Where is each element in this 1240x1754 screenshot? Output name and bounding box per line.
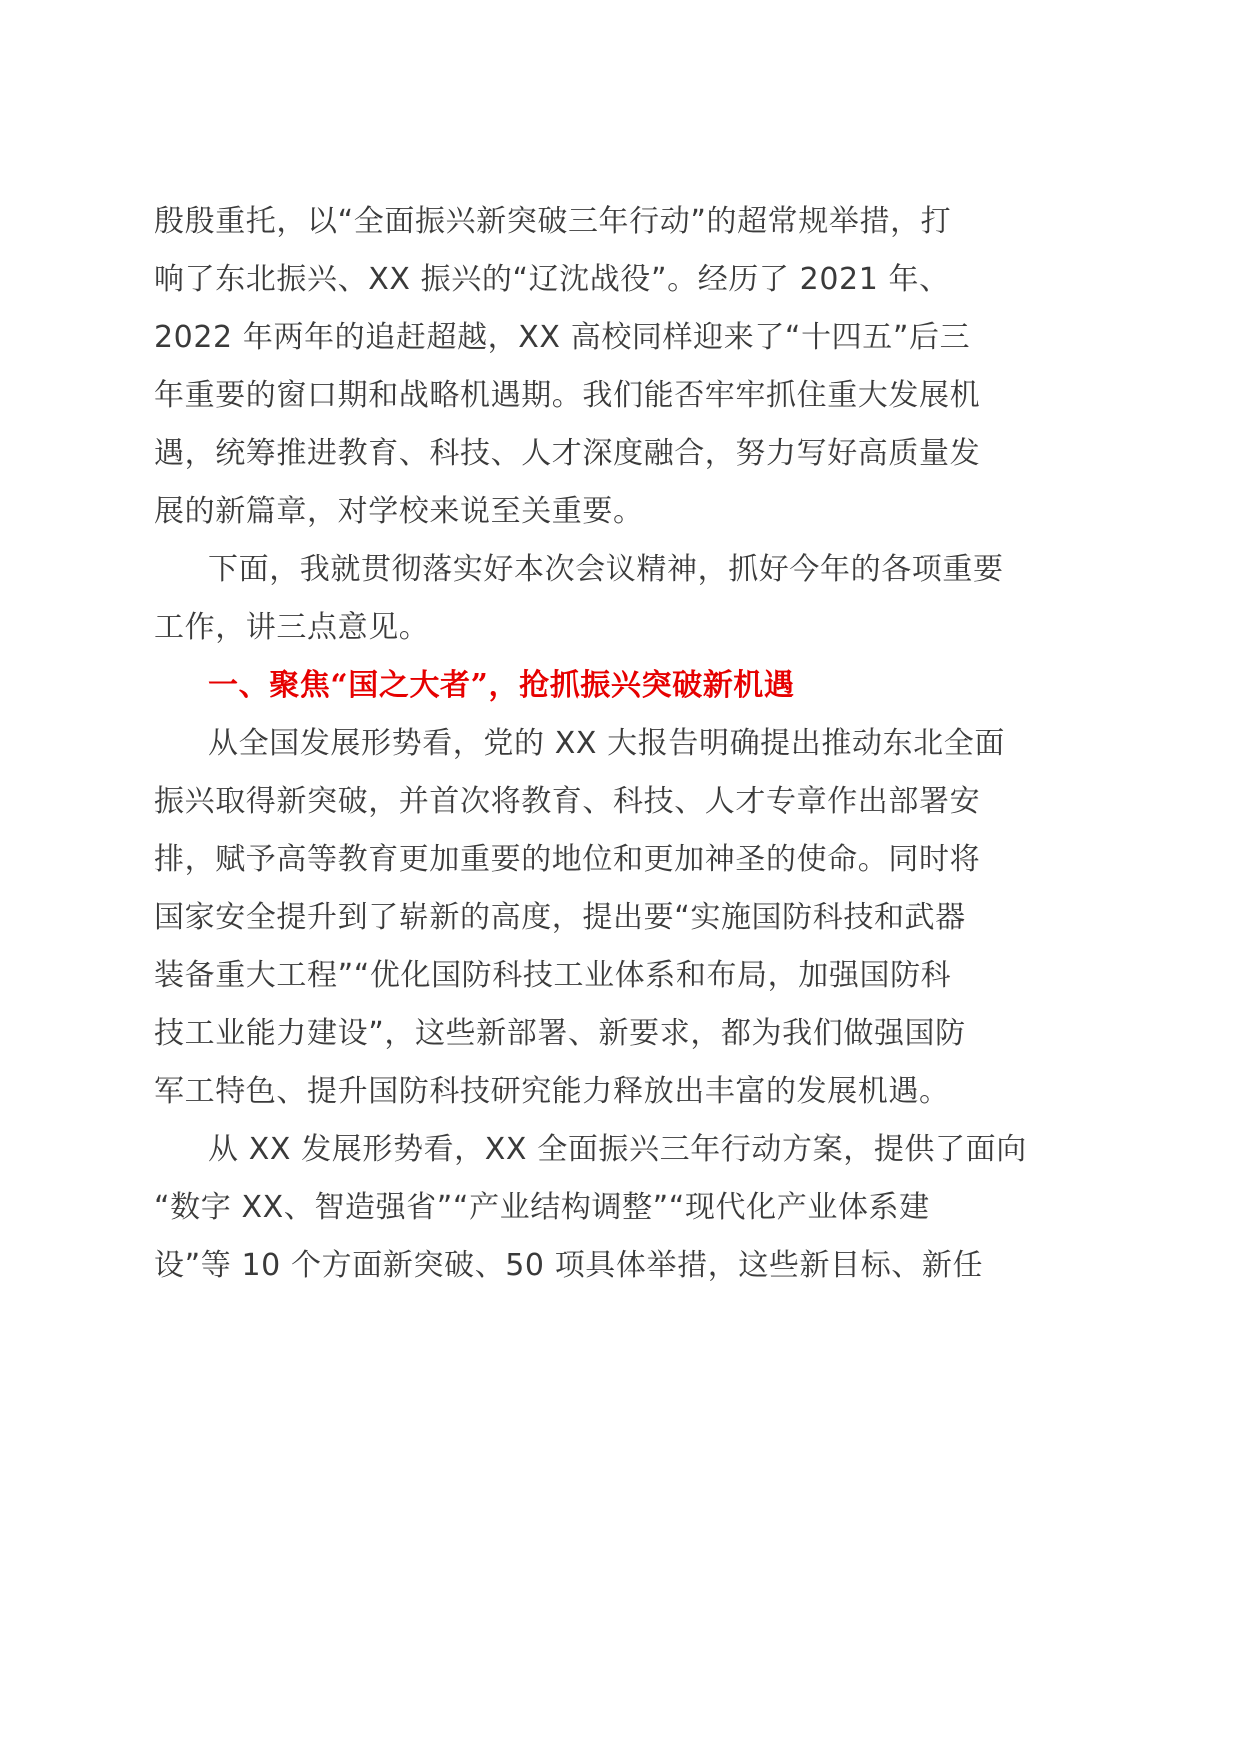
paragraph-line: 装备重大工程”“优化国防科技工业体系和布局，加强国防科 [154,958,952,993]
paragraph-line: 下面，我就贯彻落实好本次会议精神，抓好今年的各项重要 [208,552,1004,587]
section-heading: 一、聚焦“国之大者”，抢抓振兴突破新机遇 [208,668,795,703]
paragraph-line: 展的新篇章，对学校来说至关重要。 [154,494,644,529]
paragraph-line: 工作，讲三点意见。 [154,610,430,645]
paragraph-line: 殷殷重托，以“全面振兴新突破三年行动”的超常规举措，打 [154,204,952,239]
paragraph-line: 技工业能力建设”，这些新部署、新要求，都为我们做强国防 [154,1016,966,1051]
paragraph-line: 年重要的窗口期和战略机遇期。我们能否牢牢抓住重大发展机 [154,378,981,413]
paragraph-line: 遇，统筹推进教育、科技、人才深度融合，努力写好高质量发 [154,436,981,471]
paragraph-line: 2022 年两年的追赶超越，XX 高校同样迎来了“十四五”后三 [154,320,971,355]
paragraph-line: 排，赋予高等教育更加重要的地位和更加神圣的使命。同时将 [154,842,981,877]
paragraph-line: 响了东北振兴、XX 振兴的“辽沈战役”。经历了 2021 年、 [154,262,950,297]
paragraph-line: 从全国发展形势看，党的 XX 大报告明确提出推动东北全面 [208,726,1005,761]
paragraph-line: 振兴取得新突破，并首次将教育、科技、人才专章作出部署安 [154,784,981,819]
paragraph-line: 从 XX 发展形势看，XX 全面振兴三年行动方案，提供了面向 [208,1132,1027,1167]
paragraph-line: “数字 XX、智造强省”“产业结构调整”“现代化产业体系建 [154,1190,930,1225]
paragraph-line: 国家安全提升到了崭新的高度，提出要“实施国防科技和武器 [154,900,966,935]
paragraph-line: 设”等 10 个方面新突破、50 项具体举措，这些新目标、新任 [154,1248,984,1283]
paragraph-line: 军工特色、提升国防科技研究能力释放出丰富的发展机遇。 [154,1074,950,1109]
